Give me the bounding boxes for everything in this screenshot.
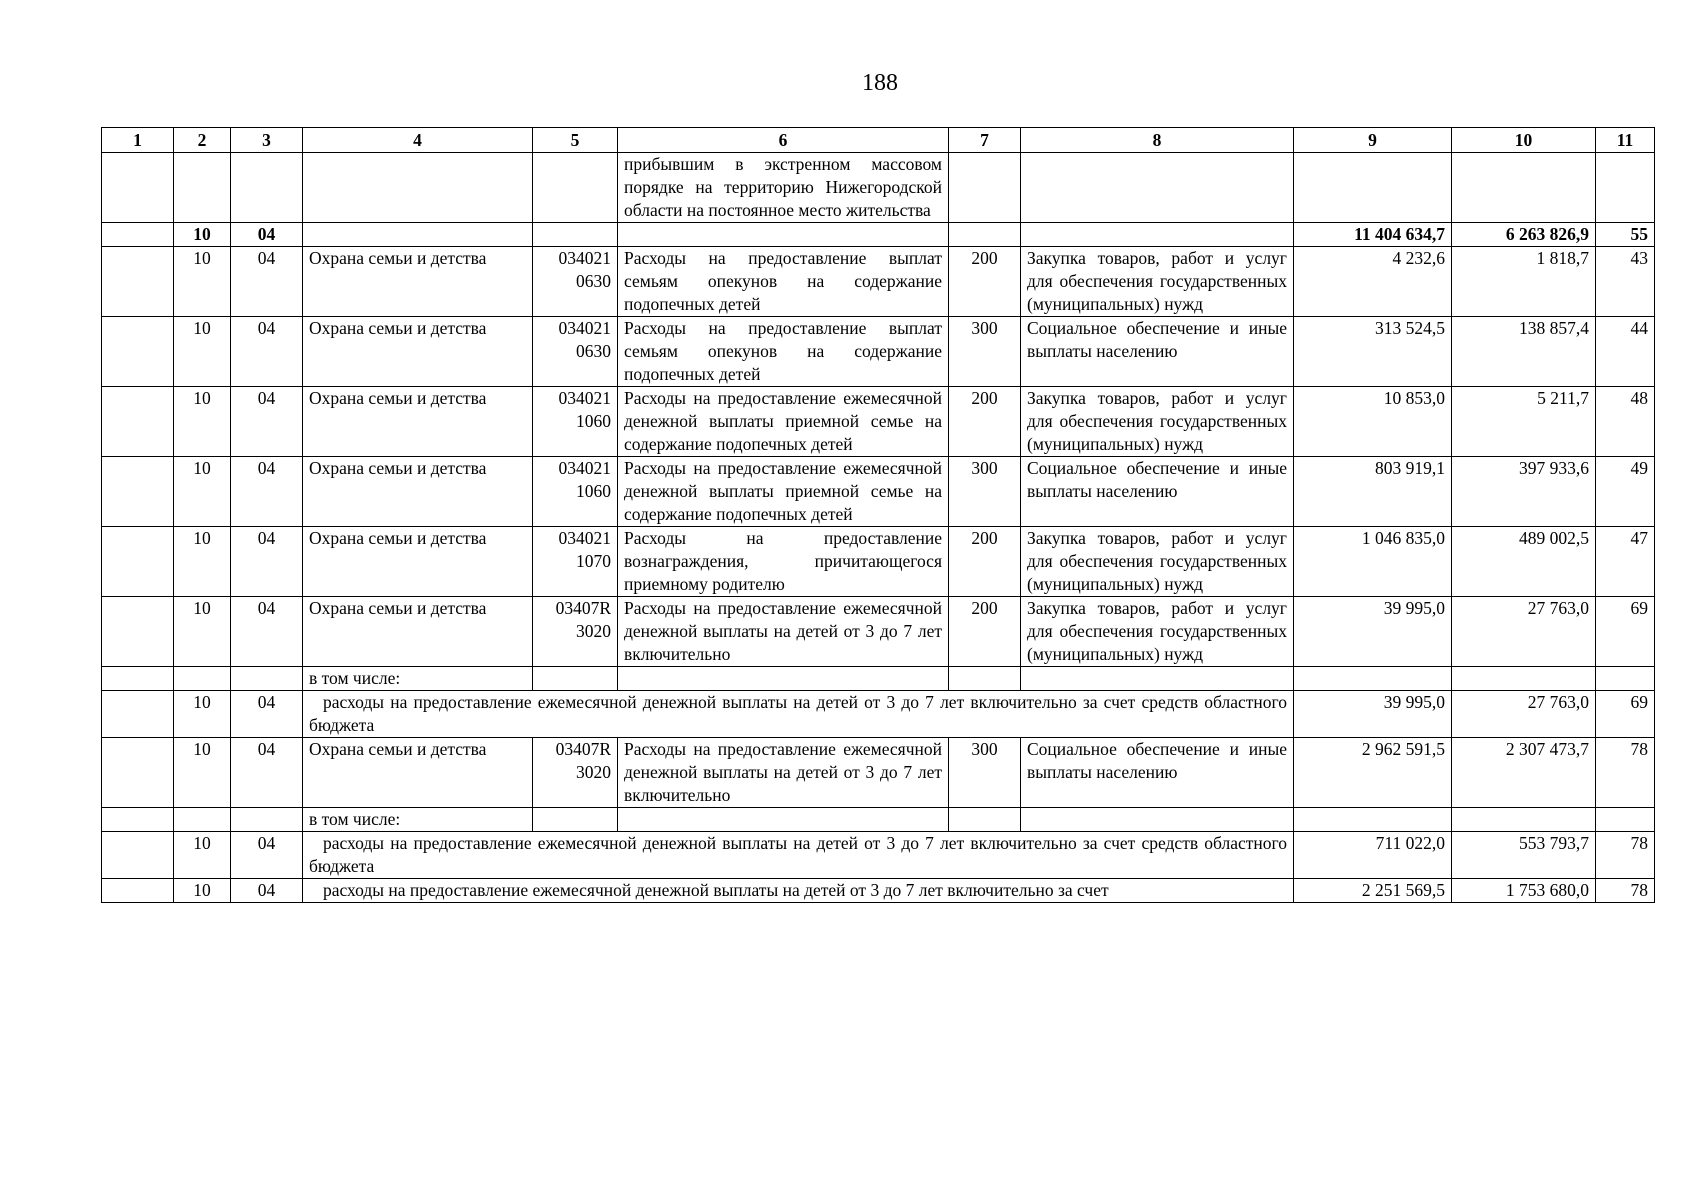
cell-percent: 78 [1596, 832, 1655, 879]
purpose-text: Расходы на предоставление выплат семьям опекунов на содержание подопечных детей [624, 248, 942, 314]
cell-empty [102, 808, 174, 832]
column-number-6: 6 [618, 128, 949, 153]
cell-empty [102, 691, 174, 738]
cell-expense-type: 300 [949, 317, 1021, 387]
cell-amount-planned: 11 404 634,7 [1294, 223, 1452, 247]
cell-target-code: 034021 0630 [533, 317, 618, 387]
cell-subitem-description: расходы на предоставление ежемесячной денежной выплаты на детей от 3 до 7 лет включительно за счет [303, 879, 1294, 903]
cell-empty [618, 223, 949, 247]
cell-empty [303, 153, 533, 223]
column-number-2: 2 [174, 128, 231, 153]
cell-section: 10 [174, 738, 231, 808]
cell-section: 10 [174, 832, 231, 879]
table-row-total [102, 223, 1655, 247]
cell-subitem-description: расходы на предоставление ежемесячной денежной выплаты на детей от 3 до 7 лет включительно за счет средств областного бюджета [303, 691, 1294, 738]
cell-empty [102, 832, 174, 879]
cell-target-code: 034021 1060 [533, 457, 618, 527]
cell-empty [533, 667, 618, 691]
table-row-continuation [102, 153, 1655, 223]
page-number: 188 [862, 70, 898, 96]
cell-amount-planned: 313 524,5 [1294, 317, 1452, 387]
cell-empty [1021, 153, 1294, 223]
cell-empty [102, 223, 174, 247]
cell-percent: 69 [1596, 597, 1655, 667]
cell-target-code: 03407R 3020 [533, 597, 618, 667]
table-row [102, 387, 1655, 457]
cell-expense-type-name [1021, 247, 1294, 317]
cell-empty [102, 667, 174, 691]
cell-section: 10 [174, 223, 231, 247]
column-number-7: 7 [949, 128, 1021, 153]
cell-subsection-name: Охрана семьи и детства [303, 457, 533, 527]
cell-purpose-description [618, 597, 949, 667]
cell-section: 10 [174, 317, 231, 387]
cell-empty [533, 223, 618, 247]
cell-subsection: 04 [231, 247, 303, 317]
cell-subsection: 04 [231, 597, 303, 667]
table-row [102, 247, 1655, 317]
cell-empty [174, 153, 231, 223]
column-number-11: 11 [1596, 128, 1655, 153]
cell-expense-type-name [1021, 317, 1294, 387]
cell-empty [949, 667, 1021, 691]
cell-expense-type-name [1021, 597, 1294, 667]
purpose-text: Расходы на предоставление ежемесячной денежной выплаты на детей от 3 до 7 лет включительно [624, 598, 942, 664]
cell-section: 10 [174, 527, 231, 597]
cell-subsection: 04 [231, 317, 303, 387]
cell-amount-executed: 553 793,7 [1452, 832, 1596, 879]
cell-expense-type: 200 [949, 387, 1021, 457]
cell-empty [174, 667, 231, 691]
cell-target-code: 034021 1060 [533, 387, 618, 457]
cell-expense-type: 200 [949, 597, 1021, 667]
cell-empty [1596, 808, 1655, 832]
cell-amount-executed: 6 263 826,9 [1452, 223, 1596, 247]
cell-expense-type: 200 [949, 247, 1021, 317]
cell-subsection-name: Охрана семьи и детства [303, 247, 533, 317]
cell-expense-type: 300 [949, 738, 1021, 808]
expense-type-text: Социальное обеспечение и иные выплаты населению [1027, 739, 1287, 782]
cell-purpose-description [618, 457, 949, 527]
cell-empty [533, 153, 618, 223]
cell-percent: 69 [1596, 691, 1655, 738]
cell-empty [102, 738, 174, 808]
cell-amount-planned: 39 995,0 [1294, 597, 1452, 667]
cell-empty [102, 879, 174, 903]
cell-percent: 48 [1596, 387, 1655, 457]
purpose-text: Расходы на предоставление ежемесячной денежной выплаты на детей от 3 до 7 лет включительно [624, 739, 942, 805]
expense-type-text: Закупка товаров, работ и услуг для обеспечения государственных (муниципальных) нужд [1027, 528, 1287, 594]
cell-amount-planned: 39 995,0 [1294, 691, 1452, 738]
cell-empty [1452, 667, 1596, 691]
cell-percent: 47 [1596, 527, 1655, 597]
cell-empty [1021, 667, 1294, 691]
cell-empty [1294, 667, 1452, 691]
cell-subsection: 04 [231, 691, 303, 738]
cell-subsection-name: Охрана семьи и детства [303, 597, 533, 667]
expense-type-text: Закупка товаров, работ и услуг для обеспечения государственных (муниципальных) нужд [1027, 248, 1287, 314]
cell-empty [231, 667, 303, 691]
cell-percent: 78 [1596, 879, 1655, 903]
cell-percent: 49 [1596, 457, 1655, 527]
cell-empty [1452, 808, 1596, 832]
cell-subsection-name: Охрана семьи и детства [303, 317, 533, 387]
cell-empty [102, 527, 174, 597]
cell-empty [949, 808, 1021, 832]
cell-empty [174, 808, 231, 832]
cell-section: 10 [174, 387, 231, 457]
cell-empty [1596, 667, 1655, 691]
cell-empty [102, 317, 174, 387]
header-row [102, 128, 1655, 153]
cell-amount-planned: 2 962 591,5 [1294, 738, 1452, 808]
cell-empty [102, 597, 174, 667]
cell-empty [102, 153, 174, 223]
cell-purpose-description [618, 527, 949, 597]
purpose-text: Расходы на предоставление ежемесячной денежной выплаты приемной семье на содержание подопечных детей [624, 458, 942, 524]
purpose-text: Расходы на предоставление вознаграждения, причитающегося приемному родителю [624, 528, 942, 594]
cell-amount-executed: 27 763,0 [1452, 691, 1596, 738]
table-row [102, 738, 1655, 808]
cell-empty [1021, 808, 1294, 832]
cell-purpose-description [618, 738, 949, 808]
cell-section: 10 [174, 691, 231, 738]
cell-empty [102, 387, 174, 457]
cell-empty [1294, 808, 1452, 832]
cell-subitem-description: расходы на предоставление ежемесячной денежной выплаты на детей от 3 до 7 лет включительно за счет средств областного бюджета [303, 832, 1294, 879]
cell-subsection-name: Охрана семьи и детства [303, 387, 533, 457]
cell-empty [618, 667, 949, 691]
budget-table [101, 127, 1655, 903]
column-number-3: 3 [231, 128, 303, 153]
expense-type-text: Закупка товаров, работ и услуг для обеспечения государственных (муниципальных) нужд [1027, 388, 1287, 454]
purpose-text: Расходы на предоставление выплат семьям опекунов на содержание подопечных детей [624, 318, 942, 384]
cell-purpose-description [618, 317, 949, 387]
cell-expense-type: 200 [949, 527, 1021, 597]
cell-subsection-name: Охрана семьи и детства [303, 738, 533, 808]
cell-percent: 44 [1596, 317, 1655, 387]
cell-empty [231, 808, 303, 832]
column-number-1: 1 [102, 128, 174, 153]
column-number-8: 8 [1021, 128, 1294, 153]
table-row [102, 597, 1655, 667]
cell-empty [949, 153, 1021, 223]
cell-including-label: в том числе: [303, 808, 533, 832]
cell-expense-type-name [1021, 527, 1294, 597]
cell-empty [102, 247, 174, 317]
cell-amount-planned: 4 232,6 [1294, 247, 1452, 317]
cell-expense-type-name [1021, 387, 1294, 457]
cell-amount-executed: 1 818,7 [1452, 247, 1596, 317]
cell-empty [533, 808, 618, 832]
expense-type-text: Социальное обеспечение и иные выплаты населению [1027, 458, 1287, 501]
cell-empty [949, 223, 1021, 247]
cell-purpose-description [618, 387, 949, 457]
cell-subsection-name: Охрана семьи и детства [303, 527, 533, 597]
table-row-including-label [102, 667, 1655, 691]
column-number-10: 10 [1452, 128, 1596, 153]
cell-amount-planned: 803 919,1 [1294, 457, 1452, 527]
cell-percent: 78 [1596, 738, 1655, 808]
cell-expense-type-name [1021, 738, 1294, 808]
cell-including-label: в том числе: [303, 667, 533, 691]
table-row-subitem [102, 691, 1655, 738]
purpose-text: прибывшим в экстренном массовом порядке на территорию Нижегородской области на постоянное место жительства [624, 154, 942, 220]
cell-amount-executed: 397 933,6 [1452, 457, 1596, 527]
cell-percent: 43 [1596, 247, 1655, 317]
cell-subsection: 04 [231, 832, 303, 879]
cell-section: 10 [174, 597, 231, 667]
cell-amount-executed: 138 857,4 [1452, 317, 1596, 387]
cell-amount-planned: 2 251 569,5 [1294, 879, 1452, 903]
cell-empty [102, 457, 174, 527]
cell-empty [231, 153, 303, 223]
column-number-4: 4 [303, 128, 533, 153]
expense-type-text: Социальное обеспечение и иные выплаты населению [1027, 318, 1287, 361]
cell-expense-type: 300 [949, 457, 1021, 527]
cell-amount-planned: 711 022,0 [1294, 832, 1452, 879]
cell-empty [1021, 223, 1294, 247]
cell-amount-planned: 10 853,0 [1294, 387, 1452, 457]
cell-purpose-description [618, 247, 949, 317]
cell-empty [618, 808, 949, 832]
cell-subsection: 04 [231, 527, 303, 597]
cell-empty [1452, 153, 1596, 223]
cell-section: 10 [174, 247, 231, 317]
cell-amount-executed: 2 307 473,7 [1452, 738, 1596, 808]
cell-section: 10 [174, 457, 231, 527]
expense-type-text: Закупка товаров, работ и услуг для обеспечения государственных (муниципальных) нужд [1027, 598, 1287, 664]
cell-subsection: 04 [231, 223, 303, 247]
cell-target-code: 034021 0630 [533, 247, 618, 317]
cell-empty [303, 223, 533, 247]
cell-subsection: 04 [231, 879, 303, 903]
table-row [102, 317, 1655, 387]
column-number-5: 5 [533, 128, 618, 153]
column-number-9: 9 [1294, 128, 1452, 153]
purpose-text: Расходы на предоставление ежемесячной денежной выплаты приемной семье на содержание подопечных детей [624, 388, 942, 454]
cell-section: 10 [174, 879, 231, 903]
cell-subsection: 04 [231, 387, 303, 457]
cell-amount-executed: 1 753 680,0 [1452, 879, 1596, 903]
cell-percent: 55 [1596, 223, 1655, 247]
cell-empty [1596, 153, 1655, 223]
cell-purpose-description [618, 153, 949, 223]
cell-amount-planned: 1 046 835,0 [1294, 527, 1452, 597]
table-row-including-label [102, 808, 1655, 832]
cell-amount-executed: 5 211,7 [1452, 387, 1596, 457]
table-row [102, 527, 1655, 597]
table-row [102, 457, 1655, 527]
cell-empty [1294, 153, 1452, 223]
cell-subsection: 04 [231, 738, 303, 808]
cell-amount-executed: 27 763,0 [1452, 597, 1596, 667]
cell-expense-type-name [1021, 457, 1294, 527]
cell-subsection: 04 [231, 457, 303, 527]
table-row-subitem [102, 879, 1655, 903]
table-row-subitem [102, 832, 1655, 879]
cell-target-code: 034021 1070 [533, 527, 618, 597]
cell-target-code: 03407R 3020 [533, 738, 618, 808]
cell-amount-executed: 489 002,5 [1452, 527, 1596, 597]
